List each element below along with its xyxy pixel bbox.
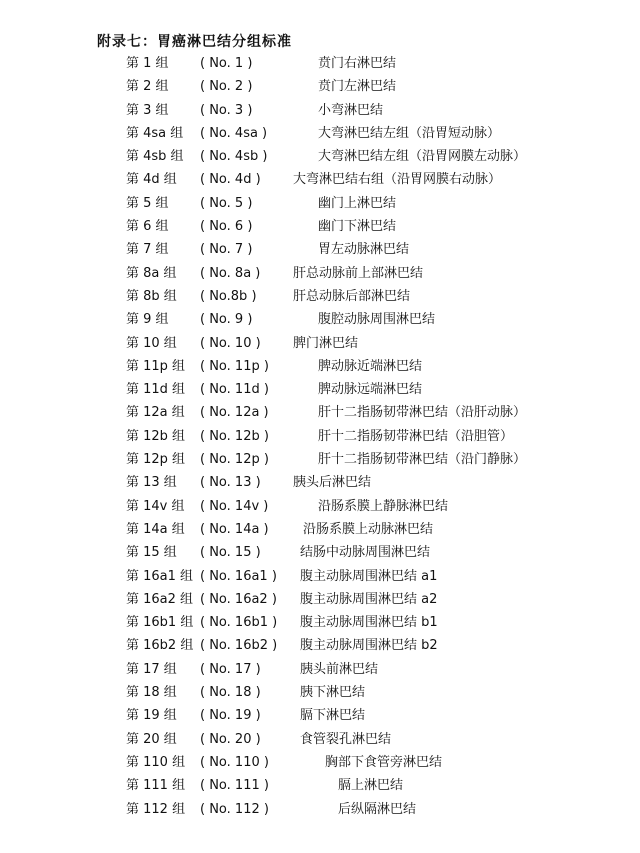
station-number: ( No. 12a ) — [200, 405, 269, 421]
station-number: ( No. 2 ) — [200, 79, 253, 95]
node-description: 结肠中动脉周围淋巴结 — [300, 545, 431, 561]
station-number: ( No. 14a ) — [200, 521, 269, 537]
station-number: ( No. 4sb ) — [200, 149, 268, 165]
node-description: 肝总动脉前上部淋巴结 — [293, 265, 424, 281]
node-description: 大弯淋巴结左组（沿胃网膜左动脉） — [318, 149, 527, 165]
node-description: 肝十二指肠韧带淋巴结（沿胆管） — [318, 428, 514, 444]
group-label: 第 6 组 — [126, 219, 169, 235]
node-description: 沿肠系膜上静脉淋巴结 — [318, 498, 449, 514]
page-title: 附录七：胃癌淋巴结分组标准 — [97, 34, 292, 50]
group-label: 第 12b 组 — [126, 428, 186, 444]
station-number: ( No. 11p ) — [200, 358, 269, 374]
station-number: ( No. 4d ) — [200, 172, 261, 188]
list-item — [0, 332, 640, 355]
list-item — [0, 99, 640, 122]
list-item — [0, 378, 640, 401]
group-label: 第 15 组 — [126, 545, 177, 561]
group-label: 第 11p 组 — [126, 358, 186, 374]
node-description: 小弯淋巴结 — [318, 102, 384, 118]
station-number: ( No. 4sa ) — [200, 125, 268, 141]
group-label: 第 8b 组 — [126, 288, 177, 304]
node-description: 幽门下淋巴结 — [318, 219, 397, 235]
group-label: 第 16b1 组 — [126, 615, 194, 631]
station-number: ( No. 9 ) — [200, 312, 253, 328]
list-item — [0, 704, 640, 727]
node-description: 膈下淋巴结 — [300, 708, 366, 724]
list-item — [0, 308, 640, 331]
list-item — [0, 52, 640, 75]
list-item — [0, 658, 640, 681]
station-number: ( No. 16b1 ) — [200, 615, 278, 631]
node-description: 脾动脉远端淋巴结 — [318, 382, 423, 398]
list-item — [0, 145, 640, 168]
node-description: 脾门淋巴结 — [293, 335, 359, 351]
list-item — [0, 588, 640, 611]
list-item — [0, 611, 640, 634]
group-label: 第 110 组 — [126, 754, 186, 770]
list-item — [0, 192, 640, 215]
node-description: 后纵隔淋巴结 — [338, 801, 417, 817]
node-description: 腹主动脉周围淋巴结 b1 — [300, 615, 438, 631]
list-item — [0, 728, 640, 751]
list-item — [0, 751, 640, 774]
node-description: 肝十二指肠韧带淋巴结（沿肝动脉） — [318, 405, 527, 421]
list-item — [0, 401, 640, 424]
node-description: 腹主动脉周围淋巴结 a2 — [300, 591, 438, 607]
group-label: 第 19 组 — [126, 708, 177, 724]
station-number: ( No. 17 ) — [200, 661, 261, 677]
node-description: 膈上淋巴结 — [338, 778, 404, 794]
station-number: ( No. 112 ) — [200, 801, 269, 817]
station-number: ( No. 16a2 ) — [200, 591, 277, 607]
group-label: 第 16a1 组 — [126, 568, 194, 584]
station-number: ( No. 19 ) — [200, 708, 261, 724]
group-label: 第 20 组 — [126, 731, 177, 747]
group-label: 第 9 组 — [126, 312, 169, 328]
station-number: ( No. 11d ) — [200, 382, 269, 398]
group-label: 第 11d 组 — [126, 382, 186, 398]
station-number: ( No. 10 ) — [200, 335, 261, 351]
node-description: 胃左动脉淋巴结 — [318, 242, 410, 258]
list-item — [0, 541, 640, 564]
node-description: 大弯淋巴结右组（沿胃网膜右动脉） — [293, 172, 502, 188]
list-item — [0, 75, 640, 98]
node-description: 腹主动脉周围淋巴结 a1 — [300, 568, 438, 584]
node-description: 肝总动脉后部淋巴结 — [293, 288, 411, 304]
group-label: 第 8a 组 — [126, 265, 177, 281]
group-label: 第 13 组 — [126, 475, 177, 491]
station-number: ( No. 6 ) — [200, 219, 253, 235]
station-number: ( No. 15 ) — [200, 545, 261, 561]
station-number: ( No. 20 ) — [200, 731, 261, 747]
station-number: ( No. 18 ) — [200, 685, 261, 701]
station-number: ( No. 16a1 ) — [200, 568, 277, 584]
list-item — [0, 565, 640, 588]
group-label: 第 5 组 — [126, 195, 169, 211]
station-number: ( No. 14v ) — [200, 498, 269, 514]
group-label: 第 16a2 组 — [126, 591, 194, 607]
group-label: 第 4sb 组 — [126, 149, 184, 165]
group-label: 第 14v 组 — [126, 498, 185, 514]
station-number: ( No. 5 ) — [200, 195, 253, 211]
group-label: 第 7 组 — [126, 242, 169, 258]
node-description: 贲门左淋巴结 — [318, 79, 397, 95]
station-number: ( No. 16b2 ) — [200, 638, 278, 654]
node-description: 幽门上淋巴结 — [318, 195, 397, 211]
list-item — [0, 425, 640, 448]
group-label: 第 12a 组 — [126, 405, 185, 421]
list-item — [0, 798, 640, 821]
group-label: 第 18 组 — [126, 685, 177, 701]
list-item — [0, 681, 640, 704]
node-description: 胰头前淋巴结 — [300, 661, 379, 677]
list-item — [0, 634, 640, 657]
list-item — [0, 122, 640, 145]
station-number: ( No. 1 ) — [200, 56, 253, 71]
node-description: 沿肠系膜上动脉淋巴结 — [303, 521, 434, 537]
group-label: 第 1 组 — [126, 56, 169, 71]
node-description: 腹腔动脉周围淋巴结 — [318, 312, 436, 328]
group-label: 第 3 组 — [126, 102, 169, 118]
station-number: ( No. 12b ) — [200, 428, 269, 444]
station-number: ( No.8b ) — [200, 288, 257, 304]
node-description: 胸部下食管旁淋巴结 — [325, 754, 443, 770]
station-number: ( No. 110 ) — [200, 754, 269, 770]
list-item — [0, 262, 640, 285]
node-description: 贲门右淋巴结 — [318, 56, 397, 71]
station-number: ( No. 12p ) — [200, 452, 269, 468]
group-label: 第 2 组 — [126, 79, 169, 95]
group-label: 第 14a 组 — [126, 521, 185, 537]
node-description: 胰下淋巴结 — [300, 685, 366, 701]
group-label: 第 16b2 组 — [126, 638, 194, 654]
list-item — [0, 215, 640, 238]
group-label: 第 12p 组 — [126, 452, 186, 468]
group-label: 第 10 组 — [126, 335, 177, 351]
group-label: 第 17 组 — [126, 661, 177, 677]
list-item — [0, 168, 640, 191]
list-item — [0, 285, 640, 308]
group-label: 第 112 组 — [126, 801, 186, 817]
list-item — [0, 355, 640, 378]
station-number: ( No. 111 ) — [200, 778, 269, 794]
list-item — [0, 774, 640, 797]
station-number: ( No. 7 ) — [200, 242, 253, 258]
node-description: 脾动脉近端淋巴结 — [318, 358, 423, 374]
list-item — [0, 518, 640, 541]
node-description: 大弯淋巴结左组（沿胃短动脉） — [318, 125, 501, 141]
node-description: 肝十二指肠韧带淋巴结（沿门静脉） — [318, 452, 527, 468]
station-number: ( No. 3 ) — [200, 102, 253, 118]
station-number: ( No. 13 ) — [200, 475, 261, 491]
list-item — [0, 471, 640, 494]
list-item — [0, 495, 640, 518]
node-description: 胰头后淋巴结 — [293, 475, 372, 491]
lymph-node-list — [0, 52, 640, 821]
station-number: ( No. 8a ) — [200, 265, 261, 281]
group-label: 第 111 组 — [126, 778, 186, 794]
node-description: 食管裂孔淋巴结 — [300, 731, 392, 747]
list-item — [0, 448, 640, 471]
group-label: 第 4d 组 — [126, 172, 177, 188]
group-label: 第 4sa 组 — [126, 125, 184, 141]
node-description: 腹主动脉周围淋巴结 b2 — [300, 638, 438, 654]
list-item — [0, 238, 640, 261]
